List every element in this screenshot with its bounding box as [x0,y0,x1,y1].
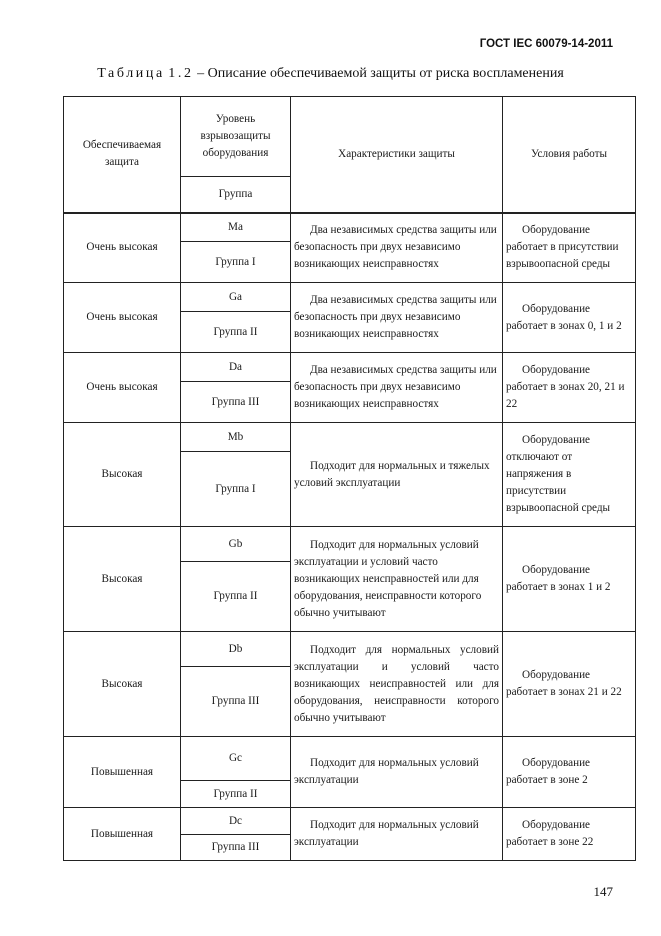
group-cell: Группа I [181,242,291,283]
characteristics-cell: Подходит для нормальных и тяжелых условий эксплуатации [291,423,503,527]
protection-table [63,96,636,861]
table-row [64,423,636,452]
conditions-cell: Оборудование работает в зоне 22 [503,808,636,861]
header-conditions: Условия работы [503,97,636,213]
table-row [64,527,636,562]
table-row [64,632,636,667]
group-cell: Группа I [181,452,291,527]
protection-cell: Очень высокая [64,213,181,283]
characteristics-cell: Два независимых средства защиты или безопасность при двух независимо возникающих неисправностях [291,353,503,423]
characteristics-cell: Два независимых средства защиты или безопасность при двух независимо возникающих неисправностях [291,213,503,283]
group-cell: Группа II [181,562,291,632]
group-cell: Группа III [181,667,291,737]
conditions-cell: Оборудование работает в зоне 2 [503,737,636,808]
table-caption [0,66,661,82]
caption-number: 1.2 [168,66,194,81]
page-number: 147 [593,884,613,899]
conditions-cell: Оборудование работает в зонах 1 и 2 [503,527,636,632]
level-cell: Db [181,632,291,667]
group-cell: Группа II [181,781,291,808]
protection-cell: Повышенная [64,737,181,808]
group-cell: Группа II [181,312,291,353]
table-row [64,353,636,382]
table-row [64,737,636,781]
protection-cell: Высокая [64,527,181,632]
protection-cell: Повышенная [64,808,181,861]
table-row [64,213,636,242]
header-group: Группа [181,177,291,213]
table-row [64,283,636,312]
caption-label: Таблица [97,66,165,81]
characteristics-cell: Подходит для нормальных условий эксплуатации и условий часто возникающих неисправностей или для оборудования, неисправности которого обычно учитывают [291,632,503,737]
conditions-cell: Оборудование отключают от напряжения в присутствии взрывоопасной среды [503,423,636,527]
protection-cell: Высокая [64,423,181,527]
header-level: Уровень взрывозащиты оборудования [181,97,291,177]
protection-cell: Высокая [64,632,181,737]
level-cell: Mb [181,423,291,452]
characteristics-cell: Подходит для нормальных условий эксплуатации [291,808,503,861]
protection-cell: Очень высокая [64,353,181,423]
level-cell: Da [181,353,291,382]
group-cell: Группа III [181,835,291,861]
level-cell: Gc [181,737,291,781]
header-characteristics: Характеристики защиты [291,97,503,213]
table-row [64,808,636,835]
protection-cell: Очень высокая [64,283,181,353]
level-cell: Ma [181,213,291,242]
conditions-cell: Оборудование работает в присутствии взрывоопасной среды [503,213,636,283]
caption-text: – Описание обеспечиваемой защиты от риска воспламенения [197,66,564,81]
conditions-cell: Оборудование работает в зонах 20, 21 и 22 [503,353,636,423]
characteristics-cell: Подходит для нормальных условий эксплуатации [291,737,503,808]
conditions-cell: Оборудование работает в зонах 21 и 22 [503,632,636,737]
group-cell: Группа III [181,382,291,423]
characteristics-cell: Два независимых средства защиты или безопасность при двух независимо возникающих неисправностях [291,283,503,353]
level-cell: Dc [181,808,291,835]
header-protection: Обеспечиваемая защита [64,97,181,213]
conditions-cell: Оборудование работает в зонах 0, 1 и 2 [503,283,636,353]
level-cell: Ga [181,283,291,312]
standard-number: ГОСТ IEC 60079-14-2011 [479,38,613,50]
characteristics-cell: Подходит для нормальных условий эксплуатации и условий часто возникающих неисправностей или для оборудования, неисправности которого обычно учитывают [291,527,503,632]
level-cell: Gb [181,527,291,562]
